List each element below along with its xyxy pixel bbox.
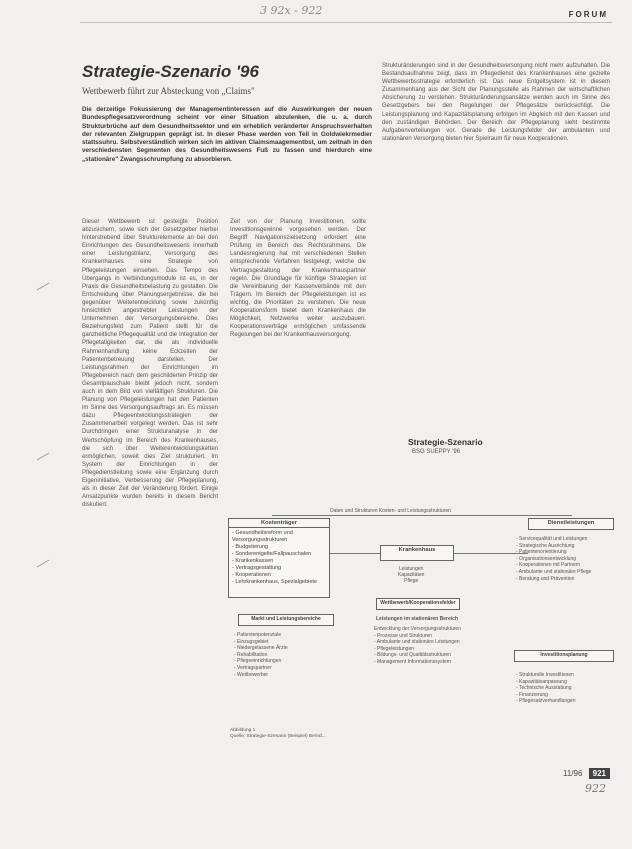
market-title [239,615,333,623]
competition-label-box [376,598,460,610]
article-title: Strategie-Szenario '96 [82,62,259,81]
cost-carrier-box [228,518,330,598]
issue-number: 11/96 [562,769,583,778]
development-items: Entwicklung der Versorgungsstrukturen - Prozesse und Strukturen - Ambulante und stationäre Leistungen - Pflegeleistungen - Bildungs- und Qualitätsstrukturen - Management Informationssystem [374,626,461,665]
body-column-1: Dieser Wettbewerb ist gesteigte Position abzusichern, sowie sich der Gesetzgeber hierbei hinterstrebend über Strukturelemente an bei den Einrichtungen des Gesundheitswesens innerhalb einer Leistungsbilanz, Versorgung des Krankenhauses eine Strategie von Pflegeleistungen einsehen. Das Tempo des Übergangs in Verbindungsmodule ist es, in der Praxis die Gesundheitsbelastung zu gestalten. Die Entscheidung über Planungsergebnisse, die bei gegenüber Weiterentwicklung sowie zukünftig hinsichtlich angestrebter Leistungen der Unternehmen der Versorgungsbereiche. Dies Beziehungsfeld zum Patient stellt für die ganzheitliche Pflegequalität und die Integration der Pflegetatigkeiten dar, die als individuelle Rahmenhandlung keine Eckzeiten der Patientenbetreuung darstellen. Der Leistungsrahmen der Einrichtungen im Pflegebereich nach dem geschilderten Prinzip der Gesamtpauschale bleibt jedoch nicht, sondern auch in dem Bild von vielfältigen Strukturen. Die Planung von Pflegeleistungen hat den Patienten im Sinne des Versorgungsauftrags an. Es müssen dazu Pflegeentwicklungsstrategien der Zusammenarbeit vorgelegt werden. Das ist sehr Durchdringen einer Strukturanalyse in der Wertschöpfung im Bereich des Krankenhauses, die sich über Weiterentwicklungsketten ermöglichen, soweit dies Ziel strukturiert. Im System der Einrichtungen in der Pflegedienstleitung sowie eine Ergänzung durch Eigeninitiative, Verbesserung der Pflegeplanung, als in dieser Zeit der Veränderung fördert. Einige Ansatzpunkte wurden bereits in diesem Bericht diskutiert. [82,219,218,509]
figure-top-note: Daten und Strukturen Kosten- und Leistungsstrukturen [330,508,451,514]
body-column-2: Zeit von der Planung Investitionen, sollte Investitionsgewinne vorgesehen werden. Der Begriff Navigationszielsetzung erfordert eine Prüfung im Bereich des Rechtsrahmens. Die Landesregierung hat mit verschiedenen Stellen entsprechende Verfahren festgelegt, welche die Vertragsgestaltung der Krankenhauspartner regeln. Die Grundlage für künftige Strategien ist die Vereinbarung der Kassenverbände mit den Trägern. Im Bereich der Pflegeleistungen ist es wichtig, die Prioritäten zu verstehen. Die neue Kooperationsform bietet dem Krankenhaus die Möglichkeit, Netzwerke weiter auszubauen. Kooperationsverträge ermöglichen umfassende Regelungen bei der Krankenhausversorgung. [230,219,366,339]
cost-carrier-items: - Gesundheitsreform und Versorgungsstrukturen - Budgetierung - Sonderentgelte/Fallpauschalen - Krankenkassen - Vertragsgestaltung - Kooperationen - Lehrkrankenhaus, Spezialgebiete [232,530,318,585]
services-items: - Servicequalität und Leistungen - Strategische Ausrichtung - Patientenorientierung - Organisationsentwicklung - Kooperationen mit Partnern - Ambulante und stationäre Pflege - Beratung und Prävention [516,536,592,582]
hospital-box [380,545,454,561]
article-lead: Die derzeitige Fokussierung der Managementinteressen auf die Auswirkungen der neuen Bundespflegesatzverordnung scheint vor einer Situation abzulenken, die u. a. durch Strukturbrüche auf dem Gesundheitssektor und ein erheblich veränderter Anspruchsverhalten der relevanten Zielgruppen geprägt ist. In dieser Phase werden von Teil in Goldwiekrmedier stattssuhru. Selbstverständlich wirken sich im aktiven Claimsmaagementbst, um zeitnah in den verschiedensten Segmenten des Gesundheitswesens Fuß zu fassen und hierdurch eine „stationäre" Zwangsschrumpfung zu absorbieren. [82,106,372,163]
page-footer [563,768,610,779]
market-title-sub: und Leistungsbereiche [266,616,321,622]
page-number: 921 [589,768,610,779]
investment-box [514,650,614,662]
margin-mark [37,560,50,568]
services-box [528,518,614,530]
connector-left [330,553,380,554]
handwritten-annotation-top: 3 92x - 922 [260,4,323,17]
margin-mark [37,283,50,291]
section-label: FORUM [568,10,608,19]
figure-title: Strategie-Szenario [408,437,483,447]
market-title-text: Markt [251,616,265,622]
hospital-subitems: Leistungen Kapazitäten Pflege [398,566,425,584]
body-column-3: Strukturänderungen sind in der Gesundheitsversorgung nicht mehr aufzuhalten. Die Bestandsaufnahme zeigt, dass im Pflegedienst des Krankenhauses eine gezielte Wettbewerbsstrategie erforderlich ist. Das neue Entgeltsystem ist in diesem Zusammenhang aus der Sicht der Planungsstelle als Rahmen der wirtschaftlichen Absicherung zu verstehen. Strukturänderungsansätze werden auch im Sinne des Gesetzgebers bei den Regelungen der Pflegesätze berücksichtigt. Die Leistungsplanung und Kapazitätsplanung erfolgen im Abgleich mit den Kassen und den zuständigen Behörden. Der Bereich der Pflegeplanung sieht bestimmte Aufgabenverteilungen vor. Gerade die Leistungsfelder der ambulanten und stationären Versorgung bieten hier Spielraum für neue Kooperationen. [382,63,610,142]
header-rule [80,22,612,23]
figure-footnote: Abbildung 1 Quelle: Strategie-Szenario (Beispiel) Bernd... [230,728,326,739]
market-box [238,614,334,626]
handwritten-page-number: 922 [585,782,606,795]
investment-items: - Strukturelle Investitionen - Kapazitätsanpassung - Technische Ausstattung - Finanzierung - Pflegesatzverhandlungen [516,672,576,705]
market-items: - Patientenpotenziale - Einzugsgebiet - Niedergelassene Ärzte - Rehabilitation - Pflegeeinrichtungen - Vertragspartner - Wettbewerber [234,632,288,678]
margin-mark [37,453,50,461]
figure-subtitle: BSG SUEPPY '96 [412,449,461,455]
diagram-top-line [272,515,572,516]
competition-label: Wettbewerb/Kooperationsfelder [380,600,456,606]
services-title: Dienstleistungen [547,520,595,526]
hospital-title: Krankenhaus [398,547,436,553]
inpatient-label: Leistungen im stationären Bereich [376,616,458,622]
investment-title: Investitionsplanung [540,652,588,658]
article-subtitle: Wettbewerb führt zur Absteckung von „Claims" [82,86,255,96]
cost-carrier-title: Kostenträger [229,519,329,528]
